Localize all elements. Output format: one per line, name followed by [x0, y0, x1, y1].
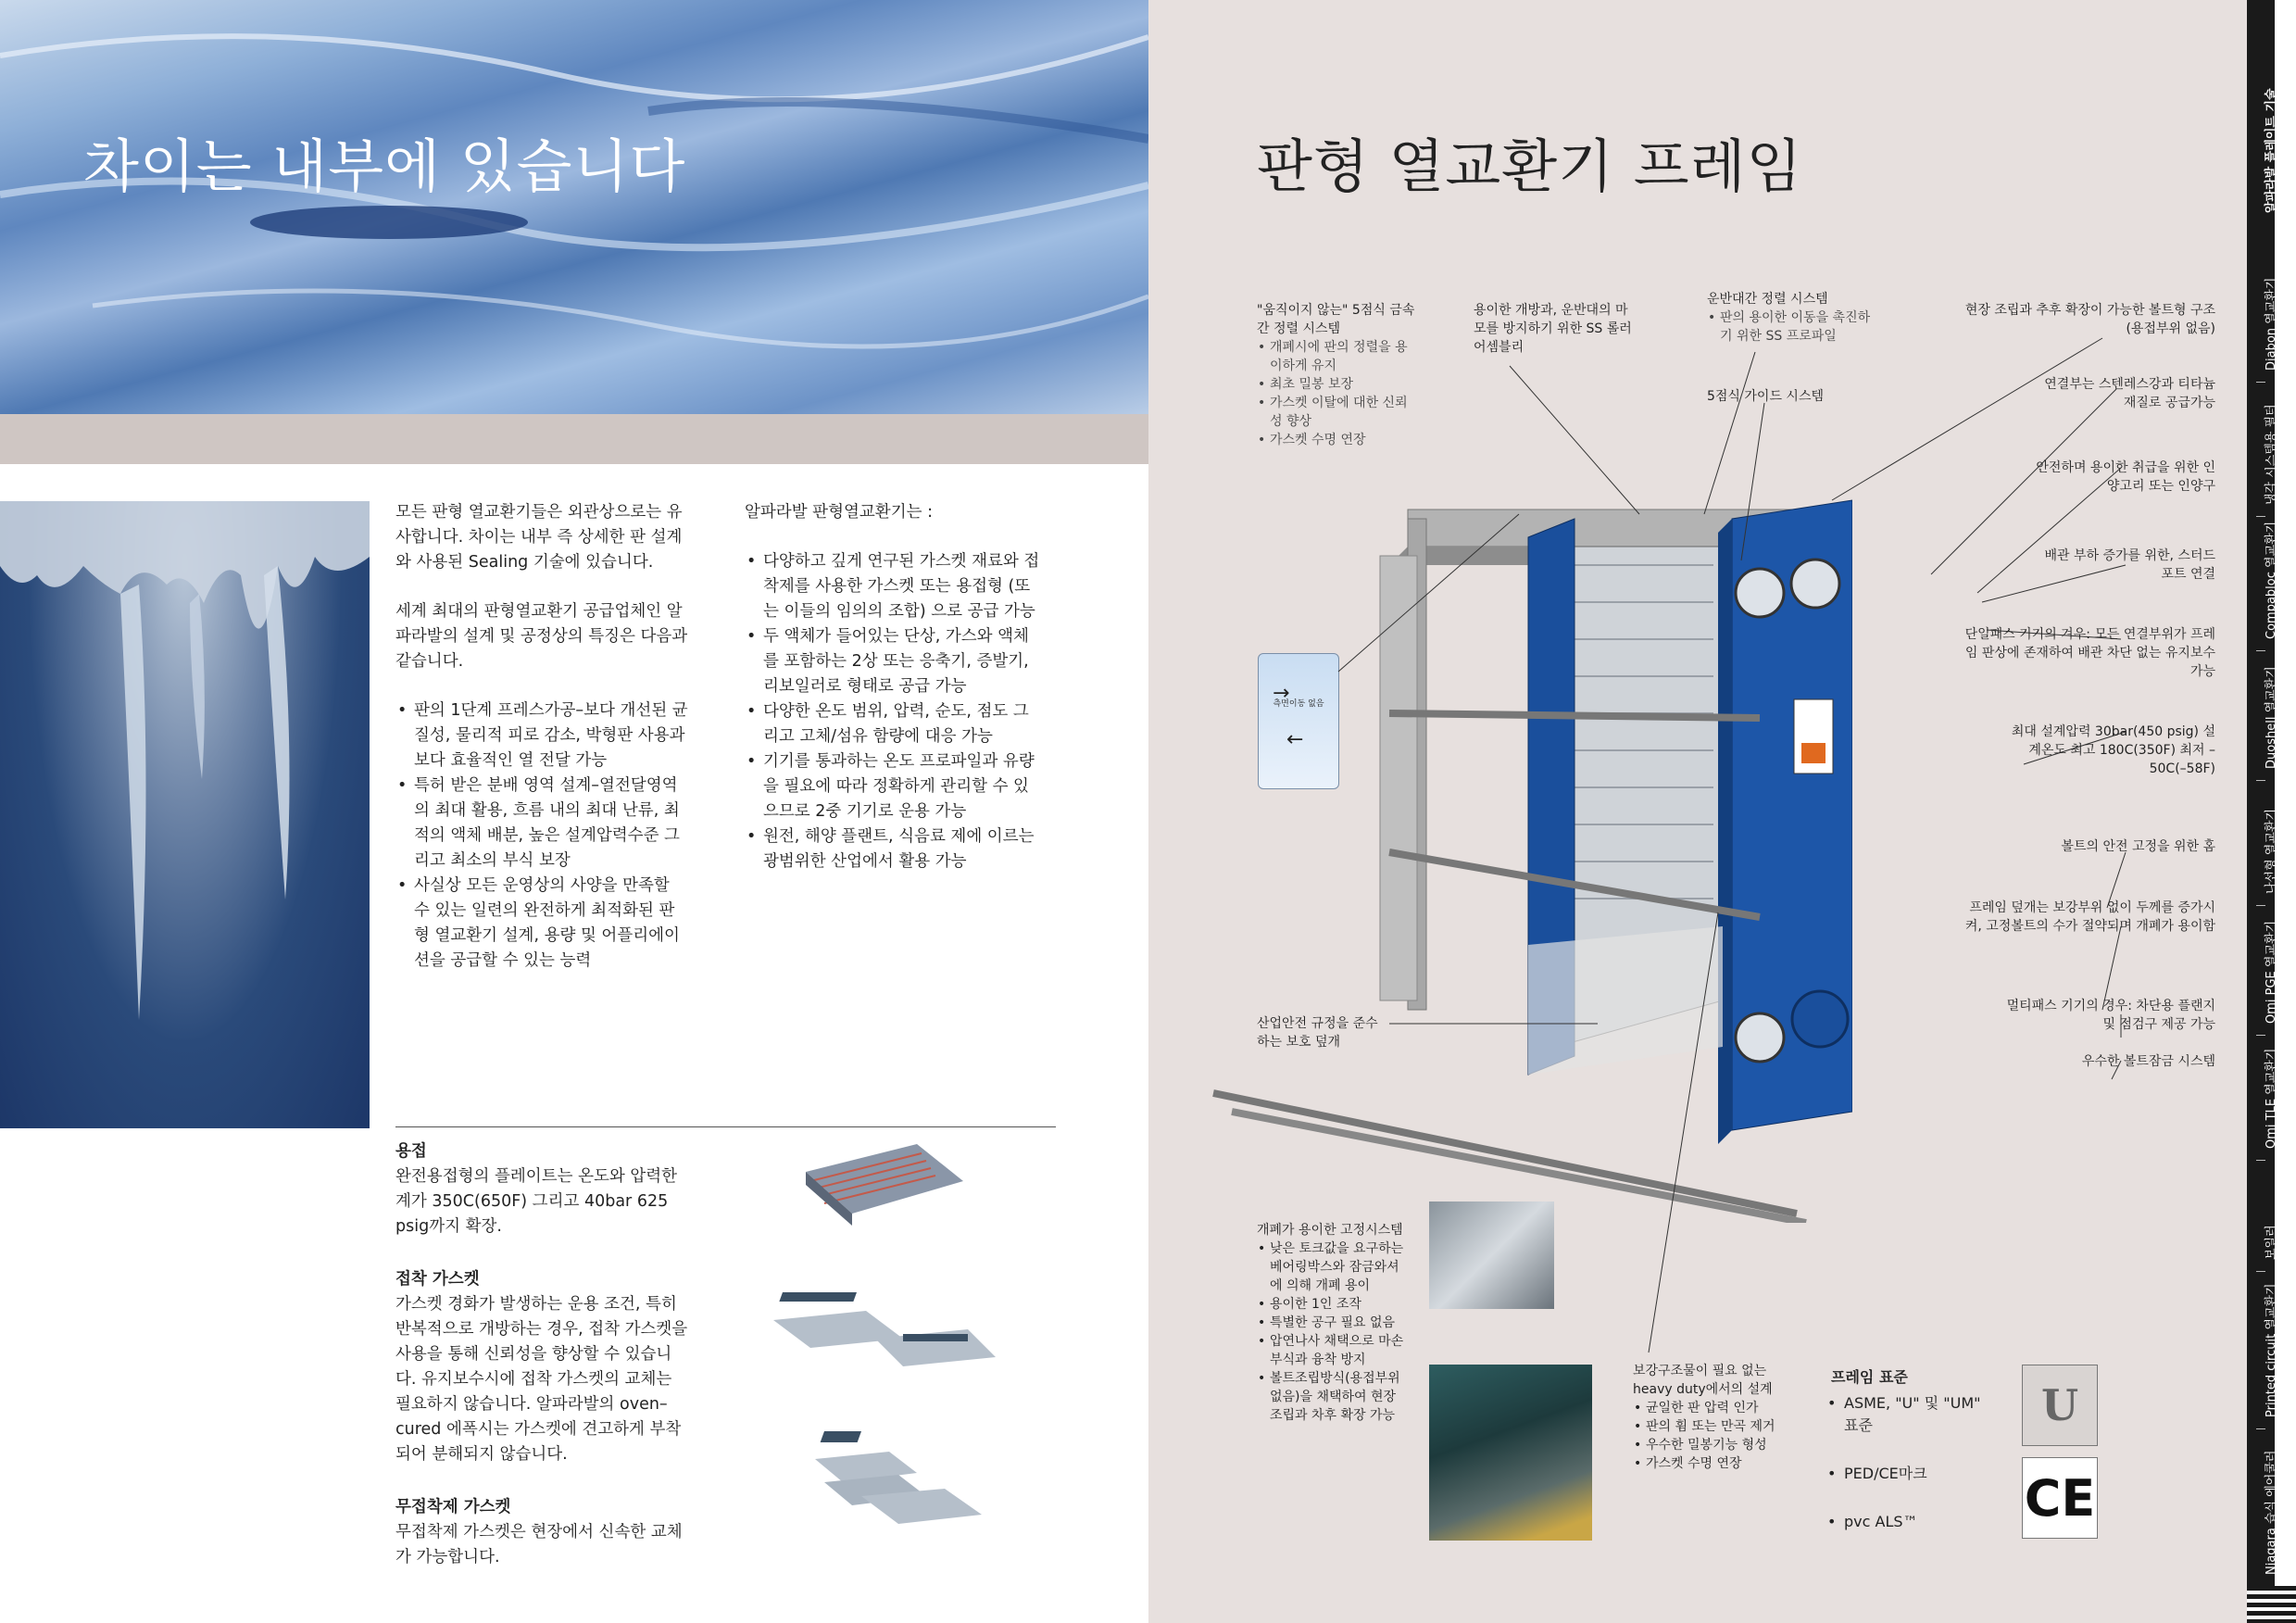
glue-free-gasket-plates-image — [806, 1431, 991, 1533]
right-page-title: 판형 열교환기 프레임 — [1257, 132, 1803, 200]
feature-glued-gasket — [395, 1267, 692, 1467]
u-stamp-letter: U — [2040, 1380, 2079, 1430]
icicles — [0, 501, 370, 1128]
list-item: • pvc ALS™ — [1844, 1511, 1998, 1533]
col2-intro: 알파라발 판형열교환기는 : — [745, 503, 933, 522]
hero-water-image — [0, 0, 1148, 414]
list-item: • 최초 밀봉 보장 — [1270, 375, 1419, 394]
sidebar-item[interactable]: Printed circuit 열교환기 — [2265, 1283, 2278, 1417]
feature-text: 가스켓 경화가 발생하는 운용 조건, 특히 반복적으로 개방하는 경우, 접착 가스켓을 사용을 통해 신뢰성을 향상할 수 있습니다. 유지보수시에 접착 가스켓의 교체는 필요하지 않습니다. 알파라발의 oven–cured 에폭시는 가스켓에 견고하게 부착되어 분해되지 않습니다. — [395, 1295, 688, 1464]
callout-list — [1707, 308, 1874, 346]
callout-bolted-construction: 현장 조립과 추후 확장이 가능한 볼트형 구조 (용접부위 없음) — [1964, 303, 2215, 336]
arrow-right-icon: → — [1273, 682, 1290, 705]
callout-heading: 보강구조물이 필요 없는 heavy duty에서의 설계 — [1633, 1364, 1773, 1397]
callout-guide-system: 5점식 가이드 시스템 — [1707, 389, 1824, 404]
callout-roller-assembly: 용이한 개방과, 운반대의 마모를 방지하기 위한 SS 롤러 어셈블리 — [1474, 303, 1632, 355]
callout-list — [1257, 1239, 1410, 1425]
sidebar-item[interactable]: Omi PGE 열교환기 — [2265, 920, 2278, 1024]
sidebar-separator — [2256, 905, 2265, 906]
callout-bolt-locking: 우수한 볼트잠금 시스템 — [2081, 1054, 2215, 1069]
callout-lifting-lugs: 안전하며 용이한 취급을 위한 인양고리 또는 인양구 — [2036, 460, 2215, 494]
left-page-title: 차이는 내부에 있습니다 — [83, 132, 686, 200]
sidebar-separator — [2256, 780, 2265, 781]
sidebar-separator — [2256, 1035, 2265, 1036]
callout-protective-cover: 산업안전 규정을 준수하는 보호 덮개 — [1257, 1016, 1378, 1050]
list-item: • 판의 용이한 이동을 촉진하기 위한 SS 프로파일 — [1720, 308, 1874, 346]
icicle-image — [0, 501, 370, 1128]
sidebar-item[interactable]: 알파라발 플레이트 기술 — [2265, 88, 2278, 213]
design-features-list — [395, 698, 690, 974]
callout-heading: 운반대간 정렬 시스템 — [1707, 292, 1828, 307]
feature-heading: 용접 — [395, 1142, 427, 1161]
sidebar-separator — [2256, 650, 2265, 651]
hero-band — [0, 414, 1148, 464]
left-column-1 — [395, 500, 690, 974]
list-item: • 사실상 모든 운영상의 사양을 만족할 수 있는 일련의 완전하게 최적화된 판형 열교환기 설계, 용량 및 어플리에이션을 공급할 수 있는 능력 — [414, 874, 690, 974]
list-item: • 볼트조립방식(용접부위 없음)을 채택하여 현장 조립과 차후 확장 가능 — [1270, 1369, 1410, 1425]
list-item: • 가스켓 이탈에 대한 신뢰성 향상 — [1270, 394, 1419, 431]
callout-five-point-alignment — [1257, 301, 1419, 449]
features-intro: 세계 최대의 판형열교환기 공급업체인 알파라발의 설계 및 공정상의 특징은 다음과 같습니다. — [395, 602, 688, 671]
list-item: • 특허 받은 분배 영역 설계–열전달영역의 최대 활용, 흐름 내의 최대 난류, 최적의 액체 배분, 높은 설계압력수준 그리고 최소의 부식 보장 — [414, 774, 690, 874]
sidebar-separator — [2256, 516, 2265, 517]
sidebar-item[interactable]: Compabloc 열교환기 — [2265, 521, 2278, 639]
callout-list — [1633, 1399, 1800, 1473]
sidebar-item[interactable]: Diabon 열교환기 — [2265, 277, 2278, 371]
sidebar-item[interactable]: 보일러 — [2265, 1225, 2278, 1260]
list-item: • 특별한 공구 필요 없음 — [1270, 1314, 1410, 1332]
callout-multi-pass: 멀티패스 기기의 경우: 차단용 플랜지 및 점검구 제공 가능 — [2006, 999, 2215, 1032]
frame-standards — [1831, 1366, 1998, 1533]
sidebar-separator — [2256, 382, 2265, 383]
list-item: • 기기를 통과하는 온도 프로파일과 유량을 필요에 따라 정확하게 관리할 수 있으므로 2중 기기로 운용 가능 — [763, 749, 1041, 824]
list-item: • 균일한 판 압력 인가 — [1646, 1399, 1800, 1417]
list-item: • 용이한 1인 조작 — [1270, 1295, 1410, 1314]
callout-single-pass: 단일패스 기기의 겨우: 모든 연결부위가 프레임 판상에 존재하여 배관 차단 없는 유지보수 가능 — [1964, 627, 2215, 679]
sidebar-item[interactable]: 나선형 열교환기 — [2265, 808, 2278, 894]
section-divider — [395, 1126, 1056, 1127]
list-item: • 가스켓 수명 연장 — [1270, 431, 1419, 449]
feature-glue-free-gasket — [395, 1495, 692, 1570]
ce-mark-icon — [2022, 1457, 2098, 1539]
callout-frame-cover: 프레임 덮개는 보강부위 없이 두께를 증가시켜, 고정볼트의 수가 절약되며 개폐가 용이함 — [1964, 900, 2215, 934]
glued-gasket-plates-image — [764, 1292, 996, 1385]
feature-text: 무접착제 가스켓은 현장에서 신속한 교체가 가능합니다. — [395, 1523, 683, 1566]
sidebar-separator — [2256, 1160, 2265, 1161]
sidebar-separator — [2256, 1428, 2265, 1429]
sidebar-item[interactable]: Niagara 습식 에어쿨러 — [2265, 1450, 2278, 1575]
list-item: • 두 액체가 들어있는 단상, 가스와 액체를 포함하는 2상 또는 응축기, 증발기, 리보일러로 형태로 공급 가능 — [763, 624, 1041, 699]
sidebar-item[interactable]: Duoshell 열교환기 — [2265, 666, 2278, 769]
callout-bolt-slot: 볼트의 안전 고정을 위한 홈 — [2061, 839, 2215, 854]
list-item: • 개폐시에 판의 정렬을 용이하게 유지 — [1270, 338, 1419, 375]
left-column-2 — [745, 500, 1041, 874]
callout-carrying-bar-alignment — [1707, 290, 1874, 346]
callout-heavy-duty — [1633, 1362, 1800, 1473]
sidebar-item[interactable]: 냉각 시스템용 필터 — [2265, 404, 2278, 505]
list-item: • 원전, 해양 플랜트, 식음료 제에 이르는 광범위한 산업에서 활용 가능 — [763, 824, 1041, 874]
list-item: • 판의 휨 또는 만곡 제거 — [1646, 1417, 1800, 1436]
gasket-features — [395, 1139, 692, 1598]
list-item: • 가스켓 수명 연장 — [1646, 1454, 1800, 1473]
callout-list — [1257, 338, 1419, 449]
ce-mark-letters: CE — [2024, 1468, 2096, 1528]
heavy-duty-frame-photo — [1429, 1365, 1592, 1541]
intro-paragraph: 모든 판형 열교환기들은 외관상으로는 유사합니다. 차이는 내부 즉 상세한 판 설계와 사용된 Sealing 기술에 있습니다. — [395, 503, 683, 572]
sidebar-item[interactable]: Omi TLE 열교환기 — [2265, 1048, 2278, 1149]
callout-connection-materials: 연결부는 스텐레스강과 티타늄 재질로 공급가능 — [2044, 377, 2215, 410]
list-item: • PED/CE마크 — [1844, 1463, 1998, 1485]
standards-heading: 프레임 표준 — [1831, 1368, 1908, 1386]
callout-locking-system — [1257, 1221, 1410, 1425]
standards-list — [1831, 1392, 1998, 1533]
callout-heading: "움직이지 않는" 5점식 금속간 정렬 시스템 — [1257, 303, 1415, 336]
list-item: • 판의 1단계 프레스가공–보다 개선된 균질성, 물리적 피로 감소, 박형판 사용과 보다 효율적인 열 전달 가능 — [414, 698, 690, 774]
capabilities-list — [745, 549, 1041, 874]
list-item: • 낮은 토크값을 요구하는 베어링박스와 잠금와셔에 의해 개폐 용이 — [1270, 1239, 1410, 1295]
feature-welded — [395, 1139, 692, 1239]
sidebar-separator — [2256, 1271, 2265, 1272]
list-item: • 다양하고 깊게 연구된 가스켓 재료와 접착제를 사용한 가스켓 또는 용접형 (또는 이들의 임의의 조합) 으로 공급 가능 — [763, 549, 1041, 624]
list-item: • 다양한 온도 범위, 압력, 순도, 점도 그리고 고체/섬유 함량에 대응 가능 — [763, 699, 1041, 749]
arrow-left-icon: ← — [1286, 728, 1304, 751]
feature-heading: 접착 가스켓 — [395, 1270, 480, 1289]
list-item: • ASME, "U" 및 "UM" 표준 — [1844, 1392, 1998, 1437]
gauge-label: 측면이동 없음 — [1273, 699, 1324, 709]
water-ripples — [0, 0, 1148, 414]
callout-heading: 개폐가 용이한 고정시스템 — [1257, 1223, 1403, 1238]
sidebar-stripes — [2247, 1586, 2296, 1623]
callout-stud-port: 배관 부하 증가를 위한, 스터드 포트 연결 — [2044, 548, 2215, 582]
callout-design-pressure: 최대 설계압력 30bar(450 psig) 설계온도 최고 180C(350F) 최저 –50C(–58F) — [2011, 724, 2215, 776]
list-item: • 우수한 밀봉기능 형성 — [1646, 1436, 1800, 1454]
feature-heading: 무접착제 가스켓 — [395, 1498, 511, 1516]
welded-plate-pack-image — [806, 1144, 963, 1227]
feature-text: 완전용접형의 플레이트는 온도와 압력한계가 350C(650F) 그리고 40bar 625 psig까지 확장. — [395, 1167, 678, 1236]
locking-bolt-photo — [1429, 1202, 1554, 1309]
list-item: • 압연나사 채택으로 마손 부식과 융착 방지 — [1270, 1332, 1410, 1369]
asme-u-stamp-icon — [2022, 1365, 2098, 1446]
